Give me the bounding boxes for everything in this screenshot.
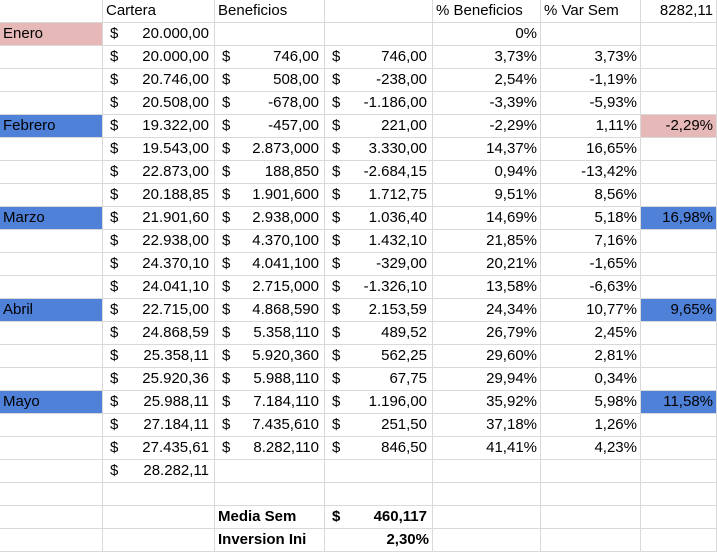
- currency-symbol: $: [110, 324, 119, 341]
- currency-symbol: $: [332, 117, 341, 134]
- cell-empty[interactable]: [0, 483, 103, 506]
- cell-value: 846,50: [381, 439, 427, 456]
- cell-empty[interactable]: [641, 138, 717, 161]
- cell-value: 8.282,110: [253, 439, 319, 456]
- pct-var-sem-cell[interactable]: 2,45%: [541, 322, 641, 345]
- diff-cell[interactable]: [325, 322, 433, 345]
- currency-symbol: $: [332, 186, 341, 203]
- cartera-cell[interactable]: [103, 460, 215, 483]
- cartera-cell[interactable]: [103, 276, 215, 299]
- cell-empty[interactable]: [641, 184, 717, 207]
- cell-value: 20.746,00: [142, 71, 209, 88]
- pct-var-sem-cell[interactable]: 5,18%: [541, 207, 641, 230]
- currency-symbol: $: [332, 209, 341, 226]
- currency-symbol: $: [332, 278, 341, 295]
- cell-empty[interactable]: [215, 23, 325, 46]
- month-label[interactable]: Mayo: [0, 391, 103, 414]
- diff-cell[interactable]: [325, 161, 433, 184]
- currency-symbol: $: [110, 186, 119, 203]
- currency-symbol: $: [222, 209, 231, 226]
- currency-symbol: $: [222, 71, 231, 88]
- cell-empty[interactable]: [0, 322, 103, 345]
- cartera-cell[interactable]: [103, 414, 215, 437]
- cell-value: 746,00: [273, 48, 319, 65]
- cartera-cell[interactable]: [103, 253, 215, 276]
- currency-symbol: $: [222, 255, 231, 272]
- diff-cell[interactable]: [325, 138, 433, 161]
- cell-empty[interactable]: [641, 23, 717, 46]
- cartera-cell[interactable]: [103, 115, 215, 138]
- pct-beneficios-cell[interactable]: -2,29%: [433, 115, 541, 138]
- cell-value: 24.370,10: [142, 255, 209, 272]
- cell-empty[interactable]: [641, 276, 717, 299]
- cell-value: 25.920,36: [142, 370, 209, 387]
- cell-value: 20.000,00: [142, 48, 209, 65]
- cell-value: 27.184,11: [143, 416, 209, 433]
- cartera-cell[interactable]: [103, 437, 215, 460]
- beneficios-cell[interactable]: [215, 414, 325, 437]
- cartera-cell[interactable]: [103, 46, 215, 69]
- currency-symbol: $: [332, 163, 341, 180]
- header-cartera[interactable]: Cartera: [103, 0, 215, 23]
- currency-symbol: $: [110, 163, 119, 180]
- diff-cell[interactable]: [325, 69, 433, 92]
- cell-value: 22.938,00: [142, 232, 209, 249]
- header-pct-var-sem[interactable]: % Var Sem: [541, 0, 641, 23]
- cell-value: 2.715,000: [252, 278, 319, 295]
- currency-symbol: $: [222, 140, 231, 157]
- cell-value: 67,75: [389, 370, 427, 387]
- pct-var-sem-cell[interactable]: [541, 460, 641, 483]
- diff-cell[interactable]: [325, 368, 433, 391]
- cell-value: 460,117: [373, 508, 427, 525]
- cell-empty[interactable]: [641, 92, 717, 115]
- cartera-cell[interactable]: [103, 230, 215, 253]
- cell-empty[interactable]: [0, 529, 103, 552]
- cell-empty[interactable]: [215, 483, 325, 506]
- beneficios-cell[interactable]: [215, 437, 325, 460]
- beneficios-cell[interactable]: [215, 92, 325, 115]
- currency-symbol: $: [222, 117, 231, 134]
- pct-var-sem-cell[interactable]: 1,26%: [541, 414, 641, 437]
- diff-cell[interactable]: [325, 207, 433, 230]
- cell-empty[interactable]: [641, 483, 717, 506]
- month-var-cell[interactable]: -2,29%: [641, 115, 717, 138]
- cell-value: 19.543,00: [142, 140, 209, 157]
- currency-symbol: $: [222, 186, 231, 203]
- cell-empty[interactable]: [325, 0, 433, 23]
- currency-symbol: $: [222, 232, 231, 249]
- currency-symbol: $: [222, 393, 231, 410]
- diff-cell[interactable]: [325, 345, 433, 368]
- currency-symbol: $: [110, 255, 119, 272]
- month-label[interactable]: Febrero: [0, 115, 103, 138]
- header-beneficios[interactable]: Beneficios: [215, 0, 325, 23]
- currency-symbol: $: [222, 370, 231, 387]
- cell-empty[interactable]: [641, 46, 717, 69]
- currency-symbol: $: [222, 94, 231, 111]
- currency-symbol: $: [110, 462, 119, 479]
- cartera-cell[interactable]: [103, 92, 215, 115]
- beneficios-cell[interactable]: [215, 391, 325, 414]
- cell-empty[interactable]: [0, 46, 103, 69]
- pct-var-sem-cell[interactable]: 2,81%: [541, 345, 641, 368]
- pct-beneficios-cell[interactable]: 35,92%: [433, 391, 541, 414]
- cell-empty[interactable]: [641, 529, 717, 552]
- cell-value: -678,00: [268, 94, 319, 111]
- currency-symbol: $: [222, 278, 231, 295]
- diff-cell[interactable]: [325, 92, 433, 115]
- currency-symbol: $: [110, 393, 119, 410]
- cell-empty[interactable]: [103, 506, 215, 529]
- cell-value: 28.282,11: [143, 462, 209, 479]
- pct-beneficios-cell[interactable]: 24,34%: [433, 299, 541, 322]
- cell-value: 5.988,110: [253, 370, 319, 387]
- pct-beneficios-cell[interactable]: 29,94%: [433, 368, 541, 391]
- cell-empty[interactable]: [0, 69, 103, 92]
- currency-symbol: $: [110, 48, 119, 65]
- cell-value: -238,00: [376, 71, 427, 88]
- pct-beneficios-cell[interactable]: -3,39%: [433, 92, 541, 115]
- currency-symbol: $: [110, 439, 119, 456]
- cell-value: -1.186,00: [363, 94, 427, 111]
- cell-value: 7.184,110: [253, 393, 319, 410]
- cartera-cell[interactable]: [103, 161, 215, 184]
- cell-empty[interactable]: [541, 483, 641, 506]
- beneficios-cell[interactable]: [215, 230, 325, 253]
- cell-empty[interactable]: [0, 437, 103, 460]
- pct-beneficios-cell[interactable]: 21,85%: [433, 230, 541, 253]
- currency-symbol: $: [110, 347, 119, 364]
- currency-symbol: $: [332, 347, 341, 364]
- currency-symbol: $: [110, 232, 119, 249]
- beneficios-cell[interactable]: [215, 368, 325, 391]
- currency-symbol: $: [332, 324, 341, 341]
- currency-symbol: $: [110, 94, 119, 111]
- currency-symbol: $: [332, 255, 341, 272]
- pct-var-sem-cell[interactable]: -1,19%: [541, 69, 641, 92]
- currency-symbol: $: [110, 370, 119, 387]
- pct-beneficios-cell[interactable]: 14,37%: [433, 138, 541, 161]
- cell-empty[interactable]: [0, 161, 103, 184]
- cell-empty[interactable]: [0, 460, 103, 483]
- diff-cell[interactable]: [325, 115, 433, 138]
- cell-value: 2.938,000: [252, 209, 319, 226]
- cartera-cell[interactable]: [103, 391, 215, 414]
- diff-cell[interactable]: [325, 46, 433, 69]
- cell-empty[interactable]: [325, 23, 433, 46]
- cell-empty[interactable]: [641, 230, 717, 253]
- cell-value: 4.868,590: [252, 301, 319, 318]
- pct-beneficios-cell[interactable]: 41,41%: [433, 437, 541, 460]
- cell-value: -2.684,15: [363, 163, 427, 180]
- cell-value: 1.712,75: [368, 186, 427, 203]
- beneficios-cell[interactable]: [215, 345, 325, 368]
- cell-empty[interactable]: [641, 345, 717, 368]
- cell-empty[interactable]: [0, 414, 103, 437]
- cell-empty[interactable]: [433, 506, 541, 529]
- beneficios-cell[interactable]: [215, 69, 325, 92]
- cell-value: -457,00: [268, 117, 319, 134]
- beneficios-cell[interactable]: [215, 184, 325, 207]
- currency-symbol: $: [332, 232, 341, 249]
- diff-cell[interactable]: [325, 184, 433, 207]
- cell-value: 1.901,600: [252, 186, 319, 203]
- cartera-cell[interactable]: [103, 138, 215, 161]
- cell-empty[interactable]: [0, 276, 103, 299]
- pct-var-sem-cell[interactable]: 8,56%: [541, 184, 641, 207]
- cell-empty[interactable]: [0, 230, 103, 253]
- cell-empty[interactable]: [103, 529, 215, 552]
- pct-var-sem-cell[interactable]: -5,93%: [541, 92, 641, 115]
- currency-symbol: $: [332, 416, 341, 433]
- pct-beneficios-cell[interactable]: 9,51%: [433, 184, 541, 207]
- pct-var-sem-cell[interactable]: -13,42%: [541, 161, 641, 184]
- beneficios-cell[interactable]: [215, 115, 325, 138]
- cell-empty[interactable]: [641, 253, 717, 276]
- pct-beneficios-cell[interactable]: 0,94%: [433, 161, 541, 184]
- currency-symbol: $: [332, 48, 341, 65]
- month-var-cell[interactable]: 9,65%: [641, 299, 717, 322]
- cell-value: 188,850: [264, 163, 319, 180]
- summary-inversion-value[interactable]: 2,30%: [325, 529, 433, 552]
- cell-empty[interactable]: [0, 184, 103, 207]
- header-pct-beneficios[interactable]: % Beneficios: [433, 0, 541, 23]
- cartera-cell[interactable]: [103, 69, 215, 92]
- pct-var-sem-cell[interactable]: 7,16%: [541, 230, 641, 253]
- currency-symbol: $: [332, 508, 341, 525]
- currency-symbol: $: [110, 301, 119, 318]
- currency-symbol: $: [332, 439, 341, 456]
- cell-value: 1.432,10: [368, 232, 427, 249]
- month-var-cell[interactable]: 16,98%: [641, 207, 717, 230]
- cell-value: 24.868,59: [142, 324, 209, 341]
- diff-cell[interactable]: [325, 230, 433, 253]
- cartera-cell[interactable]: [103, 207, 215, 230]
- month-var-cell[interactable]: 11,58%: [641, 391, 717, 414]
- beneficios-cell[interactable]: [215, 46, 325, 69]
- cell-empty[interactable]: [641, 322, 717, 345]
- currency-symbol: $: [332, 393, 341, 410]
- cell-empty[interactable]: [641, 161, 717, 184]
- cell-value: 221,00: [381, 117, 427, 134]
- summary-inversion-label[interactable]: Inversion Ini: [215, 529, 325, 552]
- cell-empty[interactable]: [325, 460, 433, 483]
- currency-symbol: $: [222, 439, 231, 456]
- cell-value: 746,00: [381, 48, 427, 65]
- cell-value: 19.322,00: [142, 117, 209, 134]
- cell-value: 5.920,360: [252, 347, 319, 364]
- pct-var-sem-cell[interactable]: -6,63%: [541, 276, 641, 299]
- cell-value: 21.901,60: [142, 209, 209, 226]
- cell-value: -329,00: [376, 255, 427, 272]
- currency-symbol: $: [222, 301, 231, 318]
- pct-var-sem-cell[interactable]: 10,77%: [541, 299, 641, 322]
- cell-empty[interactable]: [433, 483, 541, 506]
- cell-value: 20.188,85: [142, 186, 209, 203]
- cell-value: 4.370,100: [252, 232, 319, 249]
- diff-cell[interactable]: [325, 299, 433, 322]
- diff-cell[interactable]: [325, 253, 433, 276]
- diff-cell[interactable]: [325, 276, 433, 299]
- cell-value: 4.041,100: [252, 255, 319, 272]
- diff-cell[interactable]: [325, 414, 433, 437]
- cell-value: 25.988,11: [143, 393, 209, 410]
- pct-var-sem-cell[interactable]: 5,98%: [541, 391, 641, 414]
- currency-symbol: $: [222, 163, 231, 180]
- cell-empty[interactable]: [0, 253, 103, 276]
- cell-empty[interactable]: [641, 368, 717, 391]
- beneficios-cell[interactable]: [215, 276, 325, 299]
- cell-value: 3.330,00: [368, 140, 427, 157]
- pct-beneficios-cell[interactable]: 14,69%: [433, 207, 541, 230]
- cell-empty[interactable]: [641, 506, 717, 529]
- currency-symbol: $: [222, 347, 231, 364]
- pct-beneficios-cell[interactable]: 37,18%: [433, 414, 541, 437]
- beneficios-cell[interactable]: [215, 138, 325, 161]
- currency-symbol: $: [332, 94, 341, 111]
- currency-symbol: $: [332, 71, 341, 88]
- diff-cell[interactable]: [325, 391, 433, 414]
- cell-value: 20.508,00: [142, 94, 209, 111]
- cell-value: 562,25: [381, 347, 427, 364]
- pct-var-sem-cell[interactable]: 4,23%: [541, 437, 641, 460]
- pct-beneficios-cell[interactable]: 29,60%: [433, 345, 541, 368]
- currency-symbol: $: [110, 209, 119, 226]
- cell-value: 2.153,59: [368, 301, 427, 318]
- cell-empty[interactable]: [0, 345, 103, 368]
- pct-beneficios-cell[interactable]: 2,54%: [433, 69, 541, 92]
- month-label[interactable]: Enero: [0, 23, 103, 46]
- cell-value: 489,52: [381, 324, 427, 341]
- pct-var-sem-cell[interactable]: [541, 23, 641, 46]
- cell-empty[interactable]: [215, 460, 325, 483]
- currency-symbol: $: [110, 117, 119, 134]
- cell-empty[interactable]: [641, 437, 717, 460]
- currency-symbol: $: [332, 370, 341, 387]
- currency-symbol: $: [110, 278, 119, 295]
- cell-empty[interactable]: [0, 0, 103, 23]
- cell-value: 22.873,00: [142, 163, 209, 180]
- cell-empty[interactable]: [103, 483, 215, 506]
- pct-beneficios-cell[interactable]: [433, 460, 541, 483]
- cartera-cell[interactable]: [103, 184, 215, 207]
- cell-value: 24.041,10: [142, 278, 209, 295]
- cell-value: 27.435,61: [142, 439, 209, 456]
- cell-value: 20.000,00: [142, 25, 209, 42]
- currency-symbol: $: [110, 25, 119, 42]
- pct-var-sem-cell[interactable]: -1,65%: [541, 253, 641, 276]
- cell-value: 2.873,000: [252, 140, 319, 157]
- header-total[interactable]: 8282,11: [641, 0, 717, 23]
- month-label[interactable]: Abril: [0, 299, 103, 322]
- cell-value: 22.715,00: [142, 301, 209, 318]
- pct-beneficios-cell[interactable]: 26,79%: [433, 322, 541, 345]
- cell-value: 7.435,610: [252, 416, 319, 433]
- pct-beneficios-cell[interactable]: 20,21%: [433, 253, 541, 276]
- cartera-cell[interactable]: [103, 368, 215, 391]
- pct-var-sem-cell[interactable]: 3,73%: [541, 46, 641, 69]
- cell-value: 25.358,11: [143, 347, 209, 364]
- cell-value: -1.326,10: [363, 278, 427, 295]
- cell-empty[interactable]: [325, 483, 433, 506]
- beneficios-cell[interactable]: [215, 299, 325, 322]
- currency-symbol: $: [332, 301, 341, 318]
- cell-value: 1.036,40: [368, 209, 427, 226]
- cell-empty[interactable]: [0, 92, 103, 115]
- currency-symbol: $: [222, 48, 231, 65]
- cell-empty[interactable]: [641, 460, 717, 483]
- cell-value: 1.196,00: [368, 393, 427, 410]
- cell-empty[interactable]: [541, 506, 641, 529]
- pct-var-sem-cell[interactable]: 16,65%: [541, 138, 641, 161]
- cartera-cell[interactable]: [103, 299, 215, 322]
- currency-symbol: $: [222, 324, 231, 341]
- cell-empty[interactable]: [0, 368, 103, 391]
- cartera-cell[interactable]: [103, 322, 215, 345]
- cell-empty[interactable]: [0, 138, 103, 161]
- summary-media-sem-label[interactable]: Media Sem: [215, 506, 325, 529]
- currency-symbol: $: [110, 71, 119, 88]
- cartera-cell[interactable]: [103, 23, 215, 46]
- currency-symbol: $: [222, 416, 231, 433]
- pct-beneficios-cell[interactable]: 13,58%: [433, 276, 541, 299]
- cell-value: 508,00: [273, 71, 319, 88]
- diff-cell[interactable]: [325, 437, 433, 460]
- beneficios-cell[interactable]: [215, 207, 325, 230]
- pct-beneficios-cell[interactable]: 3,73%: [433, 46, 541, 69]
- summary-media-sem-value[interactable]: [325, 506, 433, 529]
- cell-empty[interactable]: [641, 69, 717, 92]
- pct-var-sem-cell[interactable]: 0,34%: [541, 368, 641, 391]
- beneficios-cell[interactable]: [215, 161, 325, 184]
- month-label[interactable]: Marzo: [0, 207, 103, 230]
- beneficios-cell[interactable]: [215, 322, 325, 345]
- currency-symbol: $: [110, 140, 119, 157]
- beneficios-cell[interactable]: [215, 253, 325, 276]
- cartera-cell[interactable]: [103, 345, 215, 368]
- currency-symbol: $: [332, 140, 341, 157]
- cell-empty[interactable]: [641, 414, 717, 437]
- currency-symbol: $: [110, 416, 119, 433]
- cell-empty[interactable]: [433, 529, 541, 552]
- pct-beneficios-cell[interactable]: 0%: [433, 23, 541, 46]
- cell-empty[interactable]: [0, 506, 103, 529]
- cell-empty[interactable]: [541, 529, 641, 552]
- pct-var-sem-cell[interactable]: 1,11%: [541, 115, 641, 138]
- cell-value: 251,50: [381, 416, 427, 433]
- cell-value: 5.358,110: [253, 324, 319, 341]
